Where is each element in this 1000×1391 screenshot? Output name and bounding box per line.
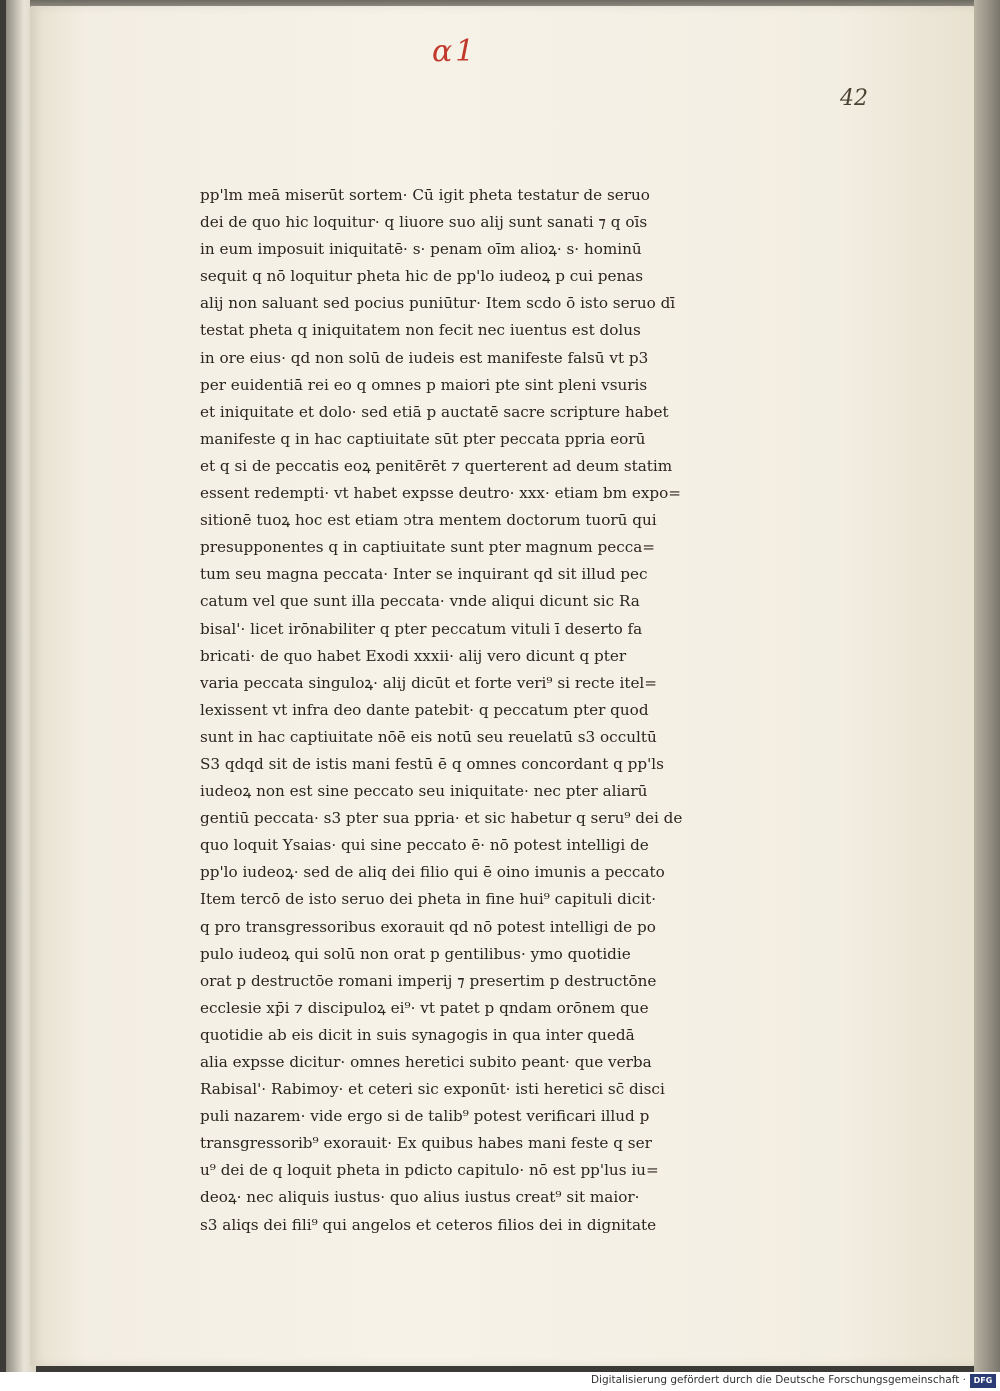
- text-line: et q si de peccatis eoꝝ penitērēt ⁊ querterent ad deum statim: [200, 456, 673, 475]
- text-line: essent redempti· vt habet expsse deutro· xxx· etiam bm expo=: [200, 484, 681, 503]
- text-line: pp'lo iudeoꝝ· sed de aliq dei filio qui ē oino imunis a peccato: [200, 863, 665, 882]
- text-line: gentiū peccata· s3 pter sua ppria· et sic habetur q seru⁹ dei de: [200, 809, 683, 828]
- text-line: manifeste q in hac captiuitate sūt pter peccata ppria eorū: [200, 429, 646, 448]
- text-line: sequit q nō loquitur pheta hic de pp'lo iudeoꝝ p cui penas: [200, 267, 644, 286]
- text-line: orat p destructōe romani imperij ⁊ presertim p destructōne: [200, 971, 657, 990]
- text-line: transgressorib⁹ exorauit· Ex quibus habes mani feste q ser: [200, 1134, 652, 1153]
- margin-signature-mark: ɑ1: [432, 34, 478, 69]
- text-line: pp'lm meā miserūt sortem· Cū igit pheta testatur de seruo: [200, 186, 650, 204]
- text-line: S3 qdqd sit de istis mani festū ē q omnes concordant q pp'ls: [200, 754, 664, 773]
- text-line: sitionē tuoꝝ hoc est etiam ↄtra mentem doctorum tuorū qui: [200, 511, 657, 530]
- text-line: Rabisal'· Rabimoy· et ceteri sic exponūt· isti heretici sc̄ disci: [200, 1080, 665, 1099]
- text-line: in eum imposuit iniquitatē· s· penam oīm alioꝝ· s· hominū: [200, 240, 642, 259]
- text-line: quotidie ab eis dicit in suis synagogis in qua inter quedā: [200, 1025, 635, 1044]
- text-line: varia peccata singuloꝝ· alij dicūt et forte veri⁹ si recte itel=: [200, 673, 658, 692]
- text-line: deoꝝ· nec aliquis iustus· quo alius iustus creat⁹ sit maior·: [200, 1188, 640, 1207]
- text-line: sunt in hac captiuitate nōē eis notū seu reuelatū s3 occultū: [200, 727, 657, 746]
- dfg-logo: DFG: [970, 1374, 996, 1388]
- text-line: tum seu magna peccata· Inter se inquirant qd sit illud pec: [200, 565, 648, 584]
- text-line: bricati· de quo habet Exodi xxxii· alij vero dicunt q pter: [200, 646, 627, 665]
- text-line: u⁹ dei de q loquit pheta in pdicto capitulo· nō est pp'lus iu=: [200, 1161, 659, 1180]
- footer-credit: Digitalisierung gefördert durch die Deutsche Forschungsgemeinschaft ·: [590, 1374, 966, 1386]
- text-line: et iniquitate et dolo· sed etiā p auctatē sacre scripture habet: [200, 402, 669, 421]
- book-right-edge: [974, 0, 1000, 1372]
- text-line: q pro transgressoribus exorauit qd nō potest intelligi de po: [200, 917, 656, 936]
- text-line: presupponentes q in captiuitate sunt pter magnum pecca=: [200, 538, 656, 557]
- text-line: Item tercō de isto seruo dei pheta in fine hui⁹ capituli dicit·: [200, 890, 657, 909]
- text-line: alij non saluant sed pocius puniūtur· Item scdo ō isto seruo dī: [200, 294, 676, 313]
- text-line: testat pheta q iniquitatem non fecit nec iuentus est dolus: [200, 321, 641, 340]
- text-line: ecclesie xp̄i ⁊ discipuloꝝ ei⁹· vt patet p qndam orōnem que: [200, 998, 649, 1017]
- text-line: s3 aliqs dei fili⁹ qui angelos et ceteros filios dei in dignitate: [200, 1215, 657, 1234]
- text-line: pulo iudeoꝝ qui solū non orat p gentilibus· ymo quotidie: [200, 944, 631, 963]
- footer-bar: [0, 1372, 1000, 1391]
- text-line: alia expsse dicitur· omnes heretici subito peant· que verba: [200, 1053, 652, 1071]
- text-line: per euidentiā rei eo q omnes p maiori pte sint pleni vsuris: [200, 375, 648, 394]
- folio-number: 42: [840, 86, 868, 111]
- text-line: quo loquit Ysaias· qui sine peccato ē· nō potest intelligi de: [200, 836, 649, 855]
- text-line: dei de quo hic loquitur· q liuore suo alij sunt sanati ⁊ q oīs: [200, 213, 648, 232]
- text-line: lexissent vt infra deo dante patebit· q peccatum pter quod: [200, 700, 649, 719]
- text-line: in ore eius· qd non solū de iudeis est manifeste falsū vt p3: [200, 348, 649, 367]
- text-line: iudeoꝝ non est sine peccato seu iniquitate· nec pter aliarū: [200, 782, 648, 801]
- text-line: puli nazarem· vide ergo si de talib⁹ potest verificari illud p: [200, 1107, 650, 1126]
- text-line: catum vel que sunt illa peccata· vnde aliqui dicunt sic Ra: [200, 592, 640, 611]
- text-block: [200, 182, 720, 1239]
- text-line: bisal'· licet irōnabiliter q pter peccatum vituli ī deserto fa: [200, 619, 643, 638]
